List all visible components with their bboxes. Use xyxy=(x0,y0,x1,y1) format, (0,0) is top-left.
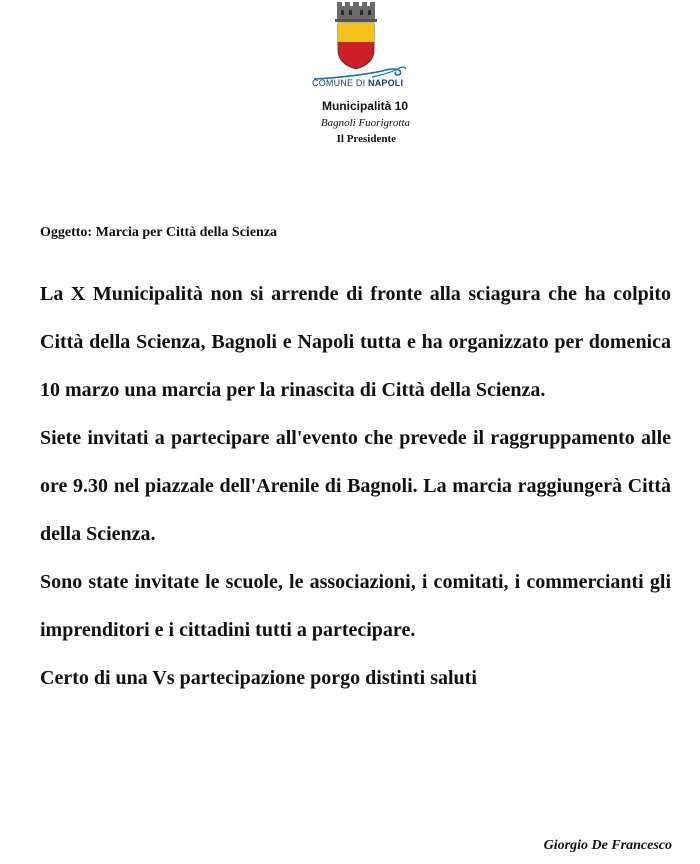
letter-subject: Oggetto: Marcia per Città della Scienza xyxy=(40,225,278,240)
letter-body xyxy=(40,270,671,702)
coat-of-arms-logo xyxy=(326,2,386,70)
body-paragraph: Certo di una Vs partecipazione porgo distinti saluti xyxy=(40,667,477,689)
naples-shield-icon xyxy=(326,2,386,70)
district-name: Bagnoli Fuorigrotta xyxy=(320,117,410,129)
logo-caption-prefix: COMUNE DI xyxy=(312,78,368,88)
body-paragraph: Siete invitati a partecipare all'evento che prevede il raggruppamento alle ore 9.30 nel piazzale dell'Arenile di Bagnoli. La marcia raggiungerà Città della Scienza. xyxy=(40,427,671,545)
logo-caption xyxy=(312,78,408,92)
municipality-name: Municipalità 10 xyxy=(321,99,408,113)
body-paragraph: Sono state invitate le scuole, le associazioni, i comitati, i commercianti gli imprenditori e i cittadini tutti a partecipare. xyxy=(40,571,671,641)
signature: Giorgio De Francesco xyxy=(543,838,672,853)
president-title: Il Presidente xyxy=(336,133,396,145)
logo-caption-city: NAPOLI xyxy=(368,78,404,88)
body-paragraph: La X Municipalità non si arrende di fronte alla sciagura che ha colpito Città della Scienza, Bagnoli e Napoli tutta e ha organizzato per domenica 10 marzo una marcia per la rinascita di Città della Scienza. xyxy=(40,283,671,401)
